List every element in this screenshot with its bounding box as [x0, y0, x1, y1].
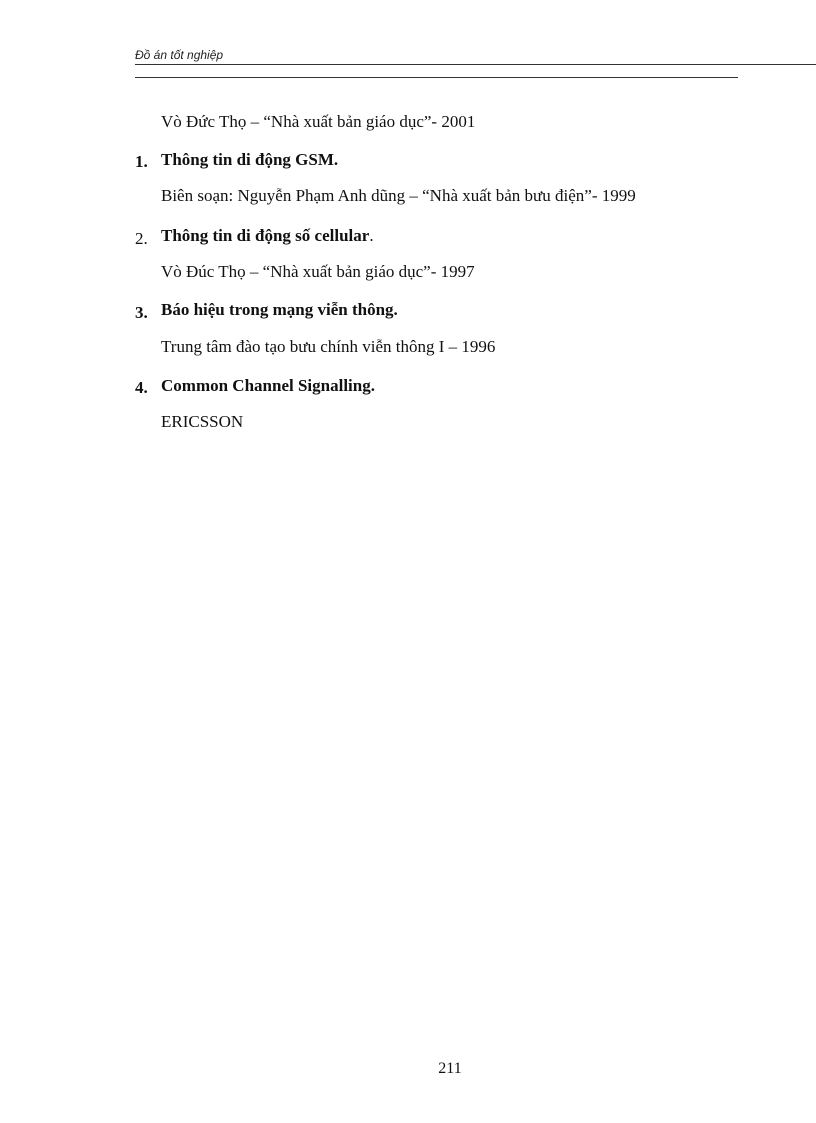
reference-4-detail: ERICSSON [161, 412, 244, 431]
reference-3-title: Báo hiệu trong mạng viễn thông. [161, 300, 398, 319]
reference-3-detail: Trung tâm đào tạo bưu chính viễn thông I – 1996 [161, 337, 496, 356]
page-header-title: Đồ án tốt nghiệp [135, 48, 224, 62]
reference-2-detail: Vò Đúc Thọ – “Nhà xuất bản giáo dục”- 1997 [161, 262, 475, 281]
reference-4-title: Common Channel Signalling. [161, 376, 375, 395]
reference-4-number: 4. [135, 378, 148, 397]
reference-2-title-wrapper [161, 226, 374, 246]
reference-2-number: 2. [135, 229, 148, 248]
reference-2-title: Thông tin di động số cellular [161, 226, 370, 245]
header-rule-bottom [135, 77, 738, 78]
reference-1-title: Thông tin di động GSM. [161, 150, 339, 169]
reference-continuation: Vò Đức Thọ – “Nhà xuất bản giáo dục”- 2001 [161, 112, 476, 131]
reference-2-title-suffix: . [369, 226, 374, 245]
reference-3-number: 3. [135, 303, 148, 322]
reference-1-number: 1. [135, 152, 148, 171]
page-number: 211 [438, 1060, 462, 1077]
header-rule-top [135, 64, 816, 65]
reference-1-detail: Biên soạn: Nguyễn Phạm Anh dũng – “Nhà xuất bản bưu điện”- 1999 [161, 186, 636, 205]
